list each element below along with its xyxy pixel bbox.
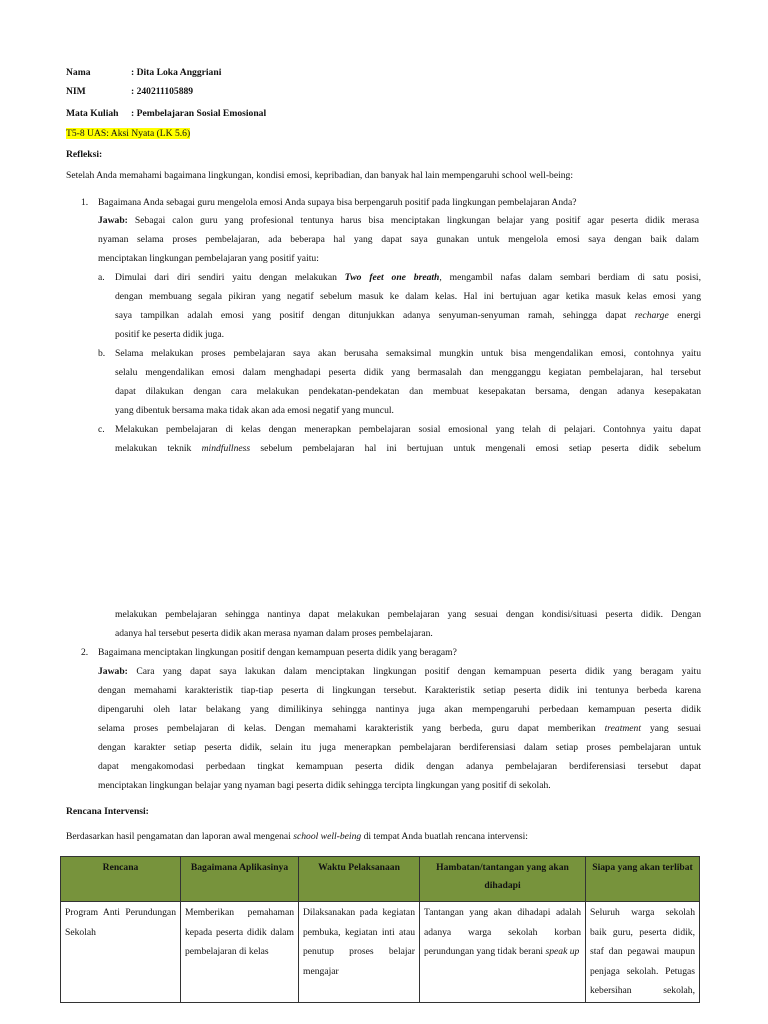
q1-answer-line: Jawab: Sebagai calon guru yang profesional tentunya harus bisa menciptakan lingkungan belajar yang positif agar peserta didik merasa: [98, 215, 700, 226]
course-label: Mata Kuliah: [66, 108, 119, 119]
rencana-intro: Berdasarkan hasil pengamatan dan laporan awal mengenai school well-being di tempat Anda buatlah rencana intervensi:: [66, 831, 528, 842]
refleksi-heading: Refleksi:: [66, 149, 103, 160]
column-header: Rencana: [61, 857, 181, 902]
item-a-line: saya tampilkan adalah emosi yang positif dengan ditunjukkan adanya senyuman-senyuman ramah, sehingga dapat recharge energi: [115, 310, 702, 321]
q2-answer-line: dengan memahami karakteristik tiap-tiap peserta di lingkungan tersebut. Karakteristik setiap peserta didik ini tentunya berbeda karena: [98, 685, 701, 696]
q2-answer-line: Jawab: Cara yang dapat saya lakukan dalam menciptakan lingkungan positif dengan kemampuan peserta didik yang beragam yaitu: [98, 666, 701, 677]
item-b-letter: b.: [98, 348, 106, 359]
cell-rencana: Program Anti Perundungan Sekolah: [61, 902, 181, 1003]
intervention-table: [60, 856, 700, 1003]
item-b-line: selalu mengendalikan emosi dalam menghadapi peserta didik yang bermasalah dan mengganggu kegiatan pembelajaran, hal tersebut: [115, 367, 701, 378]
item-c-line: Melakukan pembelajaran di kelas dengan menerapkan pembelajaran sosial emosional yang telah di pelajari. Contohnya yaitu dapat: [115, 424, 701, 435]
item-c-letter: c.: [98, 424, 105, 435]
q1-answer-line: nyaman selama proses pembelajaran, ada beberapa hal yang dapat saya gunakan untuk mengelola emosi saya dengan baik dalam: [98, 234, 699, 245]
q2-answer-line: dipengaruhi oleh latar belakang yang dimilikinya sehingga nantinya juga akan mempengaruhi perbedaan kemampuan peserta didik: [98, 704, 701, 715]
cell-waktu: Dilaksanakan pada kegiatan pembuka, kegiatan inti atau penutup proses belajar mengajar: [299, 902, 420, 1003]
column-header: Hambatan/tantangan yang akan dihadapi: [420, 857, 586, 902]
cell-aplikasi: Memberikan pemahaman kepada peserta didik dalam pembelajaran di kelas: [181, 902, 299, 1003]
course-value: : Pembelajaran Sosial Emosional: [131, 108, 267, 119]
item-c-line: melakukan teknik mindfullness sebelum pembelajaran hal ini bertujuan untuk mengenali emosi setiap peserta didik sebelum: [115, 443, 701, 454]
q2-answer-line: selama proses pembelajaran di kelas. Dengan memahami karakteristik yang berbeda, guru dapat memberikan treatment yang sesuai: [98, 723, 701, 734]
q2-answer-line: dengan karakter setiap peserta didik, selain itu juga menerapkan pembelajaran berdiferensiasi dalam setiap proses pembelajaran untuk: [98, 742, 701, 753]
item-a-line: Dimulai dari diri sendiri yaitu dengan melakukan Two feet one breath, mengambil nafas dalam sembari berdiam di satu posisi,: [115, 272, 701, 283]
table-header-row: [61, 857, 700, 902]
table-row: [61, 902, 700, 1003]
item-b-line: dapat dilakukan dengan cara melakukan pendekatan-pendekatan dan membuat kesepakatan bersama, dengan adanya kesepakatan: [115, 386, 701, 397]
q1-answer-line: menciptakan lingkungan pembelajaran yang positif yaitu:: [98, 253, 319, 264]
q2-answer-line: menciptakan lingkungan belajar yang nyaman bagi peserta didik sehingga tercipta lingkungan yang positif di sekolah.: [98, 780, 551, 791]
item-c-line: adanya hal tersebut peserta didik akan merasa nyaman dalam proses pembelajaran.: [115, 628, 433, 639]
name-value: : Dita Loka Anggriani: [131, 67, 222, 78]
q1-jawab-label: Jawab:: [98, 215, 128, 226]
item-a-letter: a.: [98, 272, 105, 283]
nim-label: NIM: [66, 86, 86, 97]
refleksi-intro: Setelah Anda memahami bagaimana lingkungan, kondisi emosi, kepribadian, dan banyak hal lain mempengaruhi school well-being:: [66, 170, 574, 181]
rencana-heading: Rencana Intervensi:: [66, 806, 149, 817]
column-header: Siapa yang akan terlibat: [586, 857, 700, 902]
q1-question: Bagaimana Anda sebagai guru mengelola emosi Anda supaya bisa berpengaruh positif pada lingkungan pembelajaran Anda?: [98, 197, 577, 208]
cell-terlibat: Seluruh warga sekolah baik guru, peserta didik, staf dan pegawai maupun penjaga sekolah. Petugas kebersihan sekolah,: [586, 902, 700, 1003]
nim-value: : 240211105889: [131, 86, 194, 97]
q2-answer-line: dapat mengakomodasi perbedaan tingkat kemampuan peserta didik dengan adanya pembelajaran berdiferensiasi tersebut dapat: [98, 761, 701, 772]
item-b-line: Selama melakukan proses pembelajaran saya akan berusaha semaksimal mungkin untuk bisa mengendalikan emosi, contohnya yaitu: [115, 348, 701, 359]
column-header: Bagaimana Aplikasinya: [181, 857, 299, 902]
name-label: Nama: [66, 67, 91, 78]
q2-question: Bagaimana menciptakan lingkungan positif dengan kemampuan peserta didik yang beragam?: [98, 647, 457, 658]
item-a-line: positif ke peserta didik juga.: [115, 329, 224, 340]
assignment-title: T5-8 UAS: Aksi Nyata (LK 5.6): [66, 128, 191, 139]
item-c-line: melakukan pembelajaran sehingga nantinya dapat melakukan pembelajaran yang sesuai dengan kondisi/situasi peserta didik. Dengan: [115, 609, 701, 620]
q2-number: 2.: [81, 647, 89, 658]
q1-number: 1.: [81, 197, 89, 208]
item-a-line: dengan membuang segala pikiran yang negatif sebelum masuk ke dalam kelas. Hal ini bertujuan agar ketika masuk kelas emosi yang: [115, 291, 701, 302]
cell-hambatan: Tantangan yang akan dihadapi adalah adanya warga sekolah korban perundungan yang tidak berani speak up: [420, 902, 586, 1003]
q2-jawab-label: Jawab:: [98, 666, 128, 677]
item-b-line: yang dibentuk bersama maka tidak akan ada emosi negatif yang muncul.: [115, 405, 394, 416]
column-header: Waktu Pelaksanaan: [299, 857, 420, 902]
